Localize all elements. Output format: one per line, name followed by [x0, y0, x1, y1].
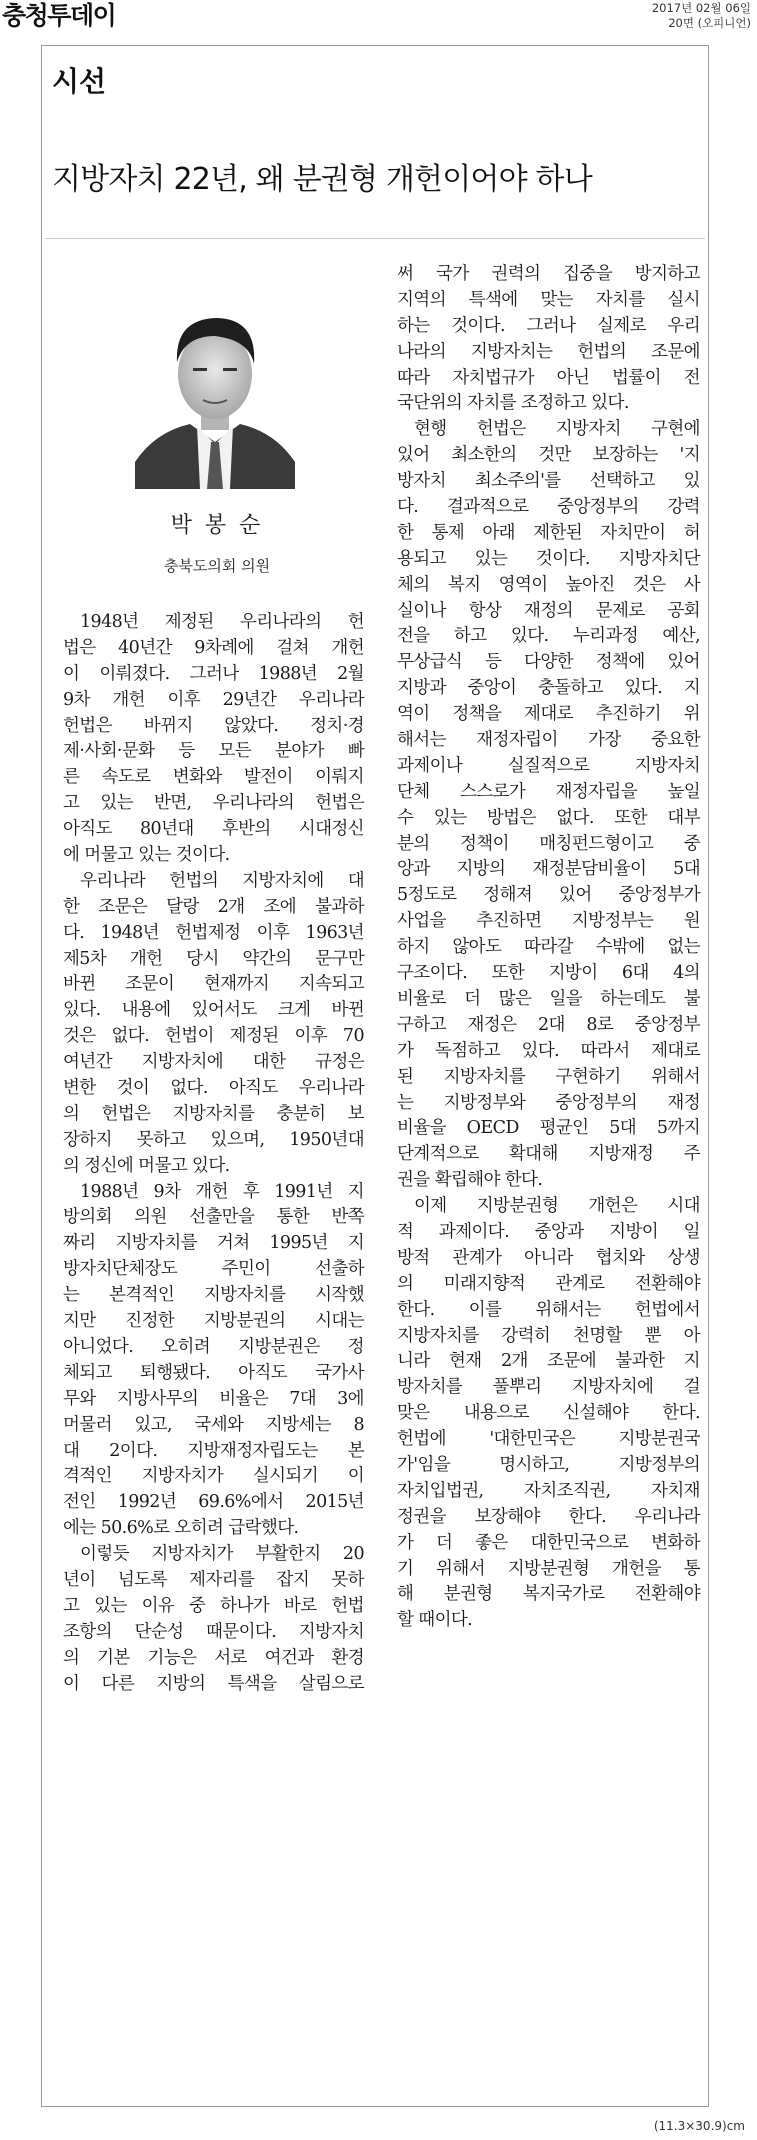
page-section: 20면 (오피니언) — [668, 16, 751, 30]
text-line: 구조이다. 또한 지방이 6대 4의 — [397, 963, 700, 984]
text-line: 의 미래지향적 관계로 전환해야 — [397, 1273, 700, 1294]
text-line: 격적인 지방자치가 실시되기 이 — [63, 1466, 364, 1487]
text-line: 현행 헌법은 지방자치 구현에 — [414, 419, 700, 440]
text-line: 한다. 이를 위해서는 헌법에서 — [397, 1299, 700, 1320]
section-label: 시선 — [52, 65, 107, 98]
text-line: 의 헌법은 지방자치를 충분히 보 — [63, 1103, 364, 1124]
text-line: 해 분권형 복지국가로 전환해야 — [397, 1584, 700, 1605]
headline-divider — [45, 238, 705, 239]
text-line: 정권을 보장해야 한다. 우리나라 — [397, 1506, 700, 1527]
text-line: 해서는 재정자립이 가장 중요한 — [397, 730, 700, 751]
text-line: 분의 정책이 매칭펀드형이고 중 — [397, 833, 700, 854]
text-line: 전을 하고 있다. 누리과정 예산, — [397, 626, 700, 647]
author-title: 충북도의회 의원 — [163, 557, 271, 575]
text-line: 자치입법권, 자치조직권, 자치재 — [397, 1480, 700, 1501]
text-line: 5정도로 정해져 있어 중앙정부가 — [397, 885, 700, 906]
text-line: 써 국가 권력의 집중을 방지하고 — [397, 264, 700, 284]
text-line: 있어 최소한의 것만 보장하는 '지 — [397, 445, 700, 466]
text-line: 방자치를 풀뿌리 지방자치에 걸 — [397, 1377, 700, 1398]
text-line: 체되고 퇴행됐다. 아직도 국가사 — [63, 1362, 364, 1383]
text-line: 의 정신에 머물고 있다. — [63, 1155, 230, 1176]
text-line: 이 다른 지방의 특색을 살림으로 — [63, 1673, 364, 1694]
portrait-photo-icon — [135, 292, 295, 489]
text-line: 무와 지방사무의 비율은 7대 3에 — [63, 1388, 364, 1409]
text-line: 수 있는 방법은 없다. 또한 대부 — [397, 807, 700, 828]
text-line: 따라 자치법규가 아닌 법률이 전 — [397, 367, 700, 388]
text-line: 것은 없다. 헌법이 제정된 이후 70 — [63, 1026, 364, 1047]
text-line: 기 위해서 지방분권형 개헌을 통 — [397, 1558, 700, 1579]
text-line: 할 때이다. — [397, 1610, 473, 1631]
text-line: 른 속도로 변화와 발전이 이뤄지 — [63, 767, 364, 788]
text-line: 의 기본 기능은 서로 여건과 환경 — [63, 1647, 364, 1668]
text-line: 9차 개헌 이후 29년간 우리나라 — [63, 689, 364, 710]
text-line: 헌법은 바뀌지 않았다. 정치·경 — [63, 715, 364, 736]
text-line: 장하지 못하고 있으며, 1950년대 — [63, 1129, 364, 1150]
text-line: 니라 현재 2개 조문에 불과한 지 — [397, 1351, 700, 1372]
text-line: 1948년 제정된 우리나라의 헌 — [80, 612, 364, 632]
text-line: 이제 지방분권형 개헌은 시대 — [414, 1196, 700, 1217]
text-line: 지역의 특색에 맞는 자치를 실시 — [397, 289, 700, 310]
text-line: 헌법에 '대한민국은 지방분권국 — [397, 1429, 700, 1450]
masthead — [0, 0, 757, 40]
author-photo — [135, 292, 295, 489]
text-line: 방적 관계가 아니라 협치와 상생 — [397, 1247, 700, 1268]
text-line: 된 지방자치를 구현하기 위해서 — [397, 1066, 700, 1087]
text-line: 변한 것이 없다. 아직도 우리나라 — [63, 1078, 364, 1099]
text-line: 에는 50.6%로 오히려 급락했다. — [63, 1518, 299, 1539]
text-line: 적 과제이다. 중앙과 지방이 일 — [397, 1221, 700, 1242]
article-column-left — [63, 610, 364, 1697]
text-line: 방의회 의원 선출만을 통한 반쪽 — [63, 1207, 364, 1228]
text-line: 실이나 항상 재정의 문제로 공회 — [397, 600, 700, 621]
text-line: 아니었다. 오히려 지방분권은 정 — [63, 1336, 364, 1357]
text-line: 는 본격적인 지방자치를 시작했 — [63, 1285, 364, 1306]
headline: 지방자치 22년, 왜 분권형 개헌이어야 하나 — [52, 162, 592, 197]
text-line: 머물러 있고, 국세와 지방세는 8 — [63, 1414, 364, 1435]
text-line: 짜리 지방자치를 거쳐 1995년 지 — [63, 1233, 364, 1254]
text-line: 단계적으로 확대해 지방재정 주 — [397, 1144, 700, 1165]
text-line: 이렇듯 지방자치가 부활한지 20 — [80, 1544, 364, 1565]
text-line: 고 있는 이유 중 하나가 바로 헌법 — [63, 1595, 364, 1616]
text-line: 다. 결과적으로 중앙정부의 강력 — [397, 497, 700, 518]
text-line: 있다. 내용에 있어서도 크게 바뀐 — [63, 1000, 364, 1021]
text-line: 가 더 좋은 대한민국으로 변화하 — [397, 1532, 700, 1553]
text-line: 맞은 내용으로 신설해야 한다. — [397, 1403, 700, 1424]
text-line: 방자치단체장도 주민이 선출하 — [63, 1259, 364, 1280]
publication-date: 2017년 02월 06일 — [651, 1, 751, 15]
text-line: 사업을 추진하면 지방정부는 원 — [397, 911, 700, 932]
text-line: 한 통제 아래 제한된 자치만이 허 — [397, 522, 700, 543]
text-line: 한 조문은 달랑 2개 조에 불과하 — [63, 896, 364, 917]
text-line: 과제이나 실질적으로 지방자치 — [397, 755, 700, 776]
text-line: 조항의 단순성 때문이다. 지방자치 — [63, 1621, 364, 1642]
text-line: 용되고 있는 것이다. 지방자치단 — [397, 548, 700, 569]
text-line: 하는 것이다. 그러나 실제로 우리 — [397, 315, 700, 336]
newspaper-logo: 충청투데이 — [2, 1, 116, 30]
text-line: 가'임을 명시하고, 지방정부의 — [397, 1454, 700, 1475]
article-column-right — [397, 262, 700, 1634]
text-line: 여년간 지방자치에 대한 규정은 — [63, 1052, 364, 1073]
author-name: 박 봉 순 — [170, 513, 264, 538]
text-line: 는 지방정부와 중앙정부의 재정 — [397, 1092, 700, 1113]
text-line: 아직도 80년대 후반의 시대정신 — [63, 819, 364, 840]
publication-info — [652, 1, 751, 31]
text-line: 권을 확립해야 한다. — [397, 1170, 543, 1191]
text-line: 년이 넘도록 제자리를 잡지 못하 — [63, 1569, 364, 1590]
text-line: 나라의 지방자치는 헌법의 조문에 — [397, 341, 700, 362]
text-line: 방자치 최소주의'를 선택하고 있 — [397, 471, 700, 492]
text-line: 지만 진정한 지방분권의 시대는 — [63, 1311, 364, 1332]
text-line: 제5차 개헌 당시 약간의 문구만 — [63, 948, 364, 969]
text-line: 비율을 OECD 평균인 5대 5까지 — [397, 1118, 700, 1139]
text-line: 에 머물고 있는 것이다. — [63, 845, 230, 866]
text-line: 바뀐 조문이 현재까지 지속되고 — [63, 974, 364, 995]
text-line: 지방과 중앙이 충돌하고 있다. 지 — [397, 678, 700, 699]
text-line: 단체 스스로가 재정자립을 높일 — [397, 781, 700, 802]
text-line: 이 이뤄졌다. 그러나 1988년 2월 — [63, 663, 364, 684]
text-line: 체의 복지 영역이 높아진 것은 사 — [397, 574, 700, 595]
text-line: 하지 않아도 따라갈 수밖에 없는 — [397, 937, 700, 958]
text-line: 가 독점하고 있다. 따라서 제대로 — [397, 1040, 700, 1061]
text-line: 역이 정책을 제대로 추진하기 위 — [397, 704, 700, 725]
text-line: 비율로 더 많은 일을 하는데도 불 — [397, 988, 700, 1009]
text-line: 구하고 재정은 2대 8로 중앙정부 — [397, 1014, 700, 1035]
text-line: 법은 40년간 9차례에 걸쳐 개헌 — [63, 637, 364, 658]
text-line: 무상급식 등 다양한 정책에 있어 — [397, 652, 700, 673]
text-line: 전인 1992년 69.6%에서 2015년 — [63, 1492, 364, 1513]
clipping-size: (11.3×30.9)cm — [653, 2119, 745, 2133]
text-line: 고 있는 반면, 우리나라의 헌법은 — [63, 793, 364, 814]
text-line: 국단위의 자치를 조정하고 있다. — [397, 393, 629, 414]
text-line: 앙과 지방의 재정분담비율이 5대 — [397, 859, 700, 880]
text-line: 우리나라 헌법의 지방자치에 대 — [80, 870, 364, 891]
text-line: 제·사회·문화 등 모든 분야가 빠 — [63, 741, 364, 762]
text-line: 대 2이다. 지방재정자립도는 본 — [63, 1440, 364, 1461]
text-line: 다. 1948년 헌법제정 이후 1963년 — [63, 922, 364, 943]
text-line: 1988년 9차 개헌 후 1991년 지 — [80, 1181, 364, 1202]
text-line: 지방자치를 강력히 천명할 뿐 아 — [397, 1325, 700, 1346]
